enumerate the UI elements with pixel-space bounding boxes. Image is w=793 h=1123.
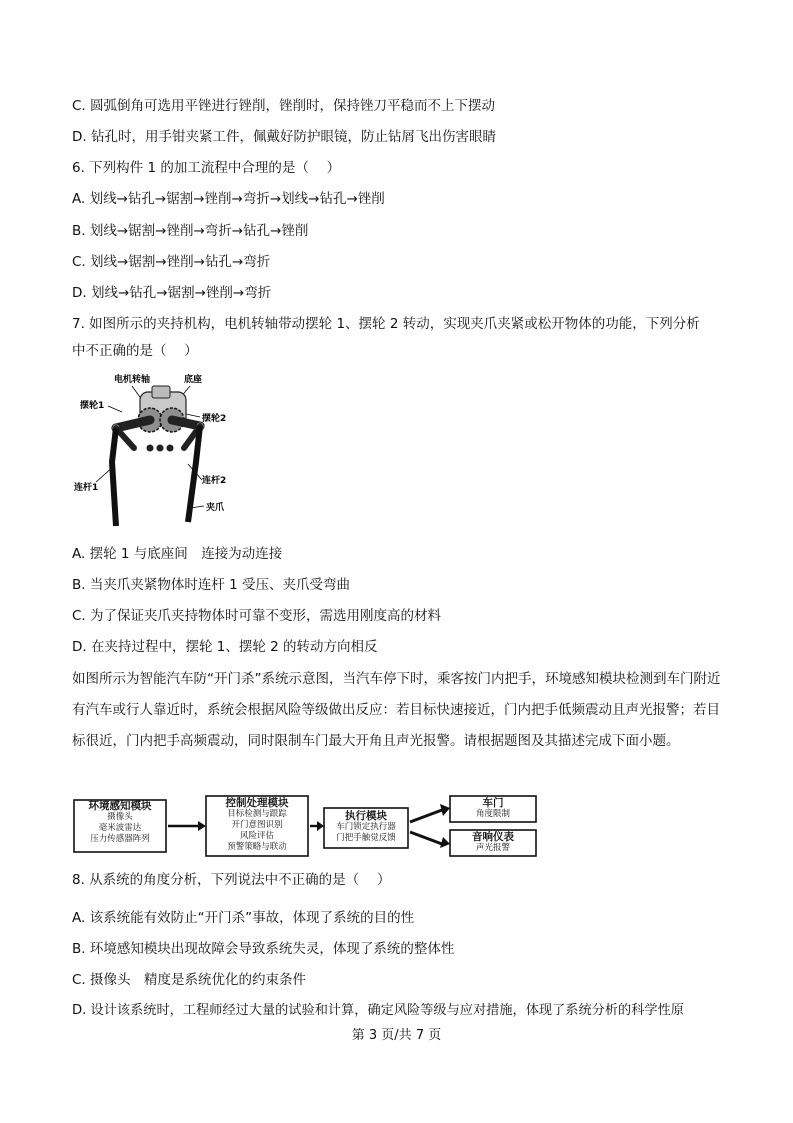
flow-exec-module [324, 811, 408, 844]
flow-ctrl-item: 开门意图识别 [231, 820, 283, 830]
label-wheel1: 摆轮1 [80, 401, 105, 411]
q7-option-b: B. 当夹爪夹紧物体时连杆 1 受压、夹爪受弯曲 [72, 577, 351, 593]
flow-audio-item: 声光报警 [475, 843, 510, 853]
flow-door-item: 角度限制 [475, 809, 510, 819]
q8-option-a: A. 该系统能有效防止“开门杀”事故，体现了系统的目的性 [72, 910, 415, 926]
q7-option-c: C. 为了保证夹爪夹持物体时可靠不变形，需选用刚度高的材料 [72, 608, 442, 624]
q6-option-b: B. 划线→锯割→锉削→弯折→钻孔→锉削 [72, 223, 309, 239]
q8-option-c: C. 摄像头 精度是系统优化的约束条件 [72, 972, 307, 988]
flow-ctrl-title: 控制处理模块 [225, 797, 289, 809]
q7-option-a: A. 摆轮 1 与底座间 连接为动连接 [72, 546, 283, 562]
flow-env-item: 摄像头 [107, 812, 133, 822]
flow-env-item: 压力传感器阵列 [90, 834, 150, 844]
label-claw: 夹爪 [206, 503, 225, 513]
q6-stem: 6. 下列构件 1 的加工流程中合理的是（ ） [72, 160, 341, 176]
flow-exec-item: 车门锁定执行器 [336, 822, 396, 832]
flow-env-title: 环境感知模块 [88, 800, 152, 812]
q6-option-a: A. 划线→钻孔→锯割→锉削→弯折→划线→钻孔→锉削 [72, 191, 385, 207]
page-footer: 第 3 页/共 7 页 [351, 1028, 442, 1043]
q8-option-b: B. 环境感知模块出现故障会导致系统失灵，体现了系统的整体性 [72, 941, 455, 957]
label-motor-shaft: 电机转轴 [114, 375, 151, 385]
flow-exec-title: 执行模块 [345, 810, 387, 822]
q5-option-c: C. 圆弧倒角可选用平锉进行锉削，锉削时，保持锉刀平稳而不上下摆动 [72, 98, 496, 114]
label-wheel2: 摆轮2 [202, 414, 227, 424]
flow-env-module [74, 801, 166, 845]
q6-option-c: C. 划线→锯割→锉削→钻孔→弯折 [72, 254, 271, 270]
q8-option-d: D. 设计该系统时，工程师经过大量的试验和计算，确定风险等级与应对措施，体现了系统分析的科学性原 [72, 1003, 684, 1018]
q6-option-d: D. 划线→钻孔→锯割→锉削→弯折 [72, 285, 272, 301]
system-intro-paragraph: 如图所示为智能汽车防“开门杀”系统示意图，当汽车停下时，乘客按门内把手，环境感知模块检测到车门附近有汽车或行人靠近时，系统会根据风险等级做出反应：若目标快速接近，门内把手低频震动且声光报警；若目标很近，门内把手高频震动，同时限制车门最大开角且声光报警。请根据题图及其描述完成下面小题。 [72, 671, 721, 749]
flow-door-title: 车门 [482, 797, 504, 809]
q8-stem: 8. 从系统的角度分析，下列说法中不正确的是（ ） [72, 872, 391, 888]
flow-audio-title: 音响仪表 [472, 831, 514, 843]
flow-ctrl-item: 目标检测与跟踪 [227, 809, 287, 819]
flow-door-module [450, 798, 536, 820]
flow-ctrl-item: 预警策略与联动 [227, 842, 287, 852]
label-rod1: 连杆1 [74, 483, 99, 493]
q7-stem-line2: 中不正确的是（ ） [72, 343, 198, 359]
label-rod2: 连杆2 [202, 476, 227, 486]
flow-audio-module [450, 832, 536, 854]
clamp-mechanism-figure [72, 362, 247, 532]
q5-option-d: D. 钻孔时，用手钳夹紧工件，佩戴好防护眼镜，防止钻屑飞出伤害眼睛 [72, 129, 496, 145]
q7-option-d: D. 在夹持过程中，摆轮 1、摆轮 2 的转动方向相反 [72, 639, 378, 655]
label-base: 底座 [184, 375, 203, 385]
flow-ctrl-item: 风险评估 [239, 831, 274, 841]
flow-env-item: 毫米波雷达 [98, 823, 142, 833]
flow-ctrl-module [206, 798, 308, 853]
flow-exec-item: 门把手触觉反馈 [336, 833, 396, 843]
q7-stem-line1: 7. 如图所示的夹持机构，电机转轴带动摆轮 1、摆轮 2 转动，实现夹爪夹紧或松开物体的功能，下列分析 [72, 316, 700, 332]
